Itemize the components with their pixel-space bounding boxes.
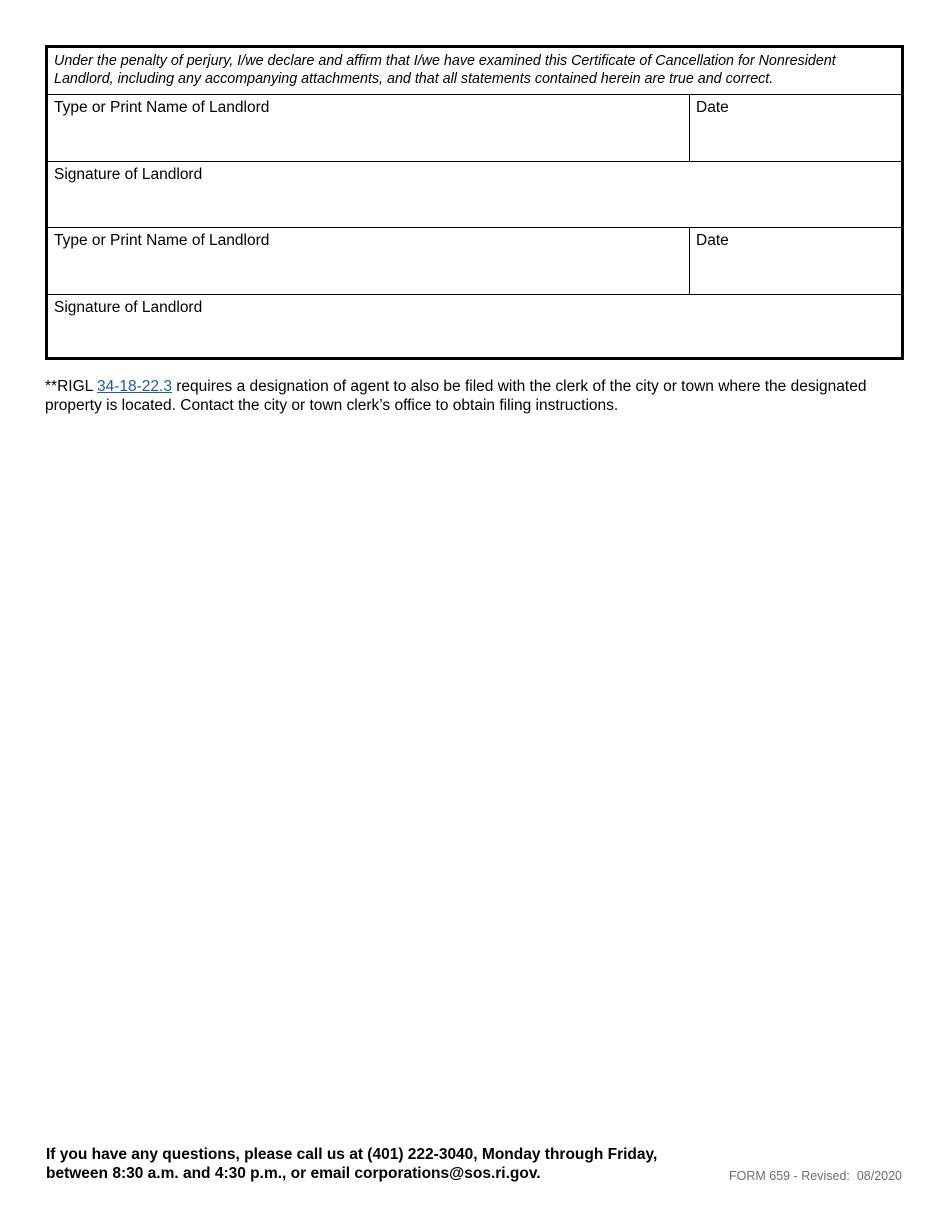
rigl-note-prefix: **RIGL bbox=[45, 378, 97, 395]
date-field-2[interactable] bbox=[689, 228, 901, 294]
landlord-name-row-1 bbox=[48, 95, 901, 162]
landlord-name-field-1[interactable]: Type or Print Name of Landlord bbox=[54, 99, 270, 116]
certification-table bbox=[45, 45, 904, 360]
date-field-1[interactable] bbox=[689, 95, 901, 161]
landlord-name-field-2[interactable]: Type or Print Name of Landlord bbox=[54, 232, 270, 249]
landlord-name-row-2 bbox=[48, 228, 901, 295]
landlord-signature-row-2 bbox=[48, 295, 901, 357]
date-label-1: Date bbox=[696, 99, 729, 116]
contact-info bbox=[46, 1145, 726, 1183]
rigl-statute-link[interactable]: 34-18-22.3 bbox=[96, 378, 172, 395]
contact-line-2: between 8:30 a.m. and 4:30 p.m., or email corporations@sos.ri.gov. bbox=[46, 1165, 541, 1182]
form-revision-label: FORM 659 - Revised: 08/2020 bbox=[729, 1169, 902, 1183]
perjury-declaration: Under the penalty of perjury, I/we declare and affirm that I/we have examined this Certificate of Cancellation for Nonresident Landlord, including any accompanying attachments, and that all statements contained herein are true and correct. bbox=[48, 48, 901, 95]
date-label-2: Date bbox=[696, 232, 729, 249]
rigl-note-text: requires a designation of agent to also be filed with the clerk of the city or town where the designated property is located. Contact the city or town clerk’s office to obtain filing instructions. bbox=[45, 378, 867, 414]
rigl-note bbox=[45, 377, 905, 415]
landlord-signature-field-1[interactable]: Signature of Landlord bbox=[54, 166, 203, 183]
contact-line-1: If you have any questions, please call us at (401) 222-3040, Monday through Friday, bbox=[46, 1146, 658, 1163]
landlord-signature-field-2[interactable]: Signature of Landlord bbox=[54, 299, 203, 316]
landlord-signature-row-1 bbox=[48, 162, 901, 228]
